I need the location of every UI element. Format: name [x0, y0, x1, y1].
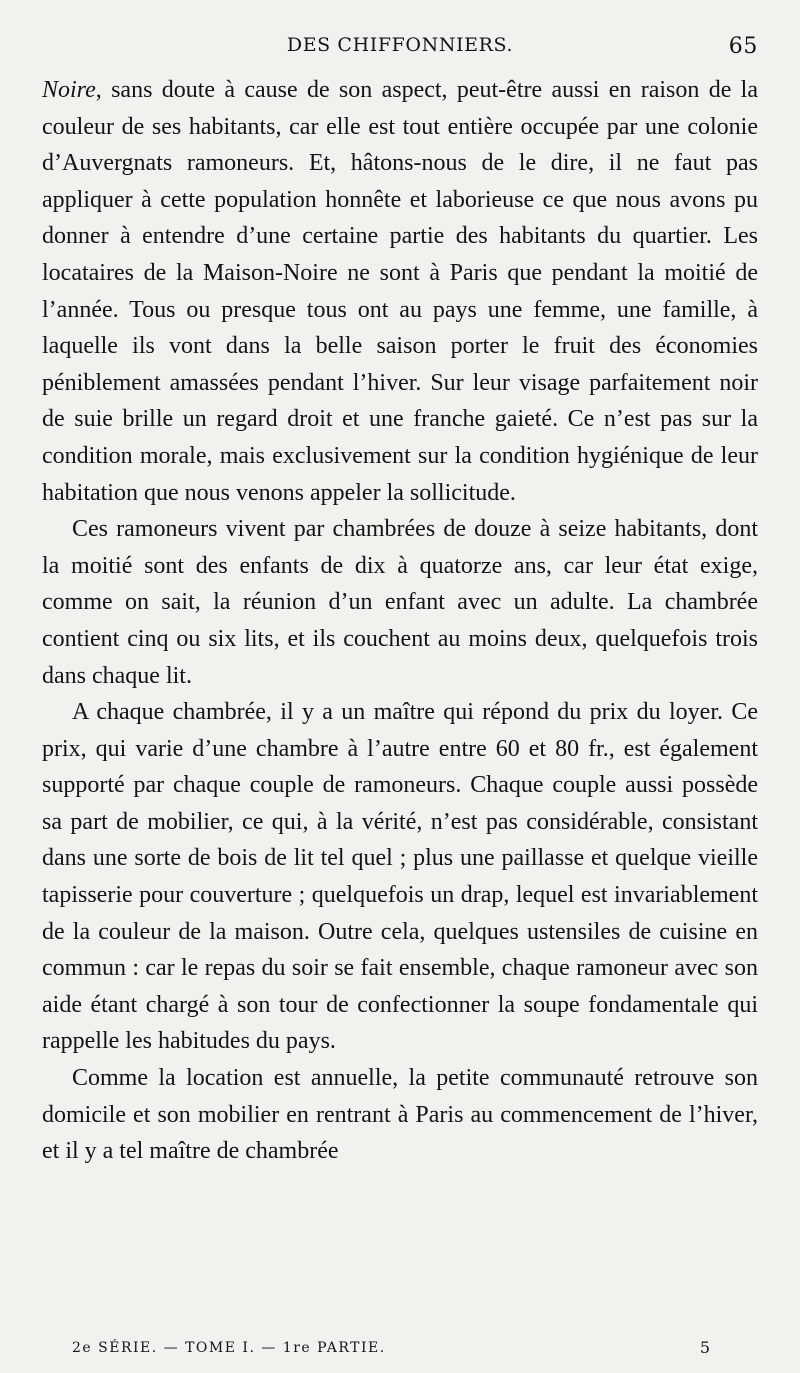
- printer-signature: [72, 1338, 710, 1364]
- paragraph-4: Comme la location est annuelle, la petite communauté retrouve son domicile et son mobilier en rentrant à Paris au commencement de l’hiver, et il y a tel maître de chambrée: [42, 1065, 758, 1165]
- paragraph-1-text: , sans doute à cause de son aspect, peut-être aussi en raison de la couleur de ses habitants, car elle est tout entière occupée par une colonie d’Auvergnats ramoneurs. Et, hâtons-nous de le dire, il ne faut pas appliquer à cette population honnête et laborieuse ce que nous avons pu donner à entendre d’une certaine partie des habitants du quartier. Les locataires de la Maison-Noire ne sont à Paris que pendant la moitié de l’année. Tous ou presque tous ont au pays une femme, une famille, à laquelle ils vont dans la belle saison porter le fruit des économies péniblement amassées pendant l’hiver. Sur leur visage parfaitement noir de suie brille un regard droit et une franche gaieté. Ce n’est pas sur la condition morale, mais exclusivement sur la condition hygiénique de leur habitation que nous venons appeler la sollicitude.: [42, 77, 758, 506]
- signature-series: 2e SÉRIE. — TOME I. — 1re PARTIE.: [72, 1340, 386, 1356]
- running-head: [42, 34, 758, 72]
- paragraph-2: Ces ramoneurs vivent par chambrées de douze à seize habitants, dont la moitié sont des enfants de dix à quatorze ans, car leur état exige, comme on sait, la réunion d’un enfant avec un adulte. La chambrée contient cinq ou six lits, et ils couchent au moins deux, quelquefois trois dans chaque lit.: [42, 516, 758, 689]
- paragraph-1: [42, 72, 758, 511]
- body-text: [42, 72, 758, 1170]
- running-title: DES CHIFFONNIERS.: [286, 34, 514, 56]
- signature-mark: 5: [699, 1338, 710, 1357]
- paragraph-3: A chaque chambrée, il y a un maître qui répond du prix du loyer. Ce prix, qui varie d’une chambre à l’autre entre 60 et 80 fr., est également supporté par chaque couple de ramoneurs. Chaque couple aussi possède sa part de mobilier, ce qui, à la vérité, n’est pas considérable, consistant dans une sorte de bois de lit tel quel ; plus une paillasse et quelque vieille tapisserie pour couverture ; quelquefois un drap, lequel est invariablement de la couleur de la maison. Outre cela, quelques ustensiles de cuisine en commun : car le repas du soir se fait ensemble, chaque ramoneur avec son aide étant chargé à son tour de confectionner la soupe fondamentale qui rappelle les habitudes du pays.: [42, 699, 758, 1055]
- page-number: 65: [728, 34, 758, 59]
- paragraph-1-lead: Noire: [42, 77, 96, 103]
